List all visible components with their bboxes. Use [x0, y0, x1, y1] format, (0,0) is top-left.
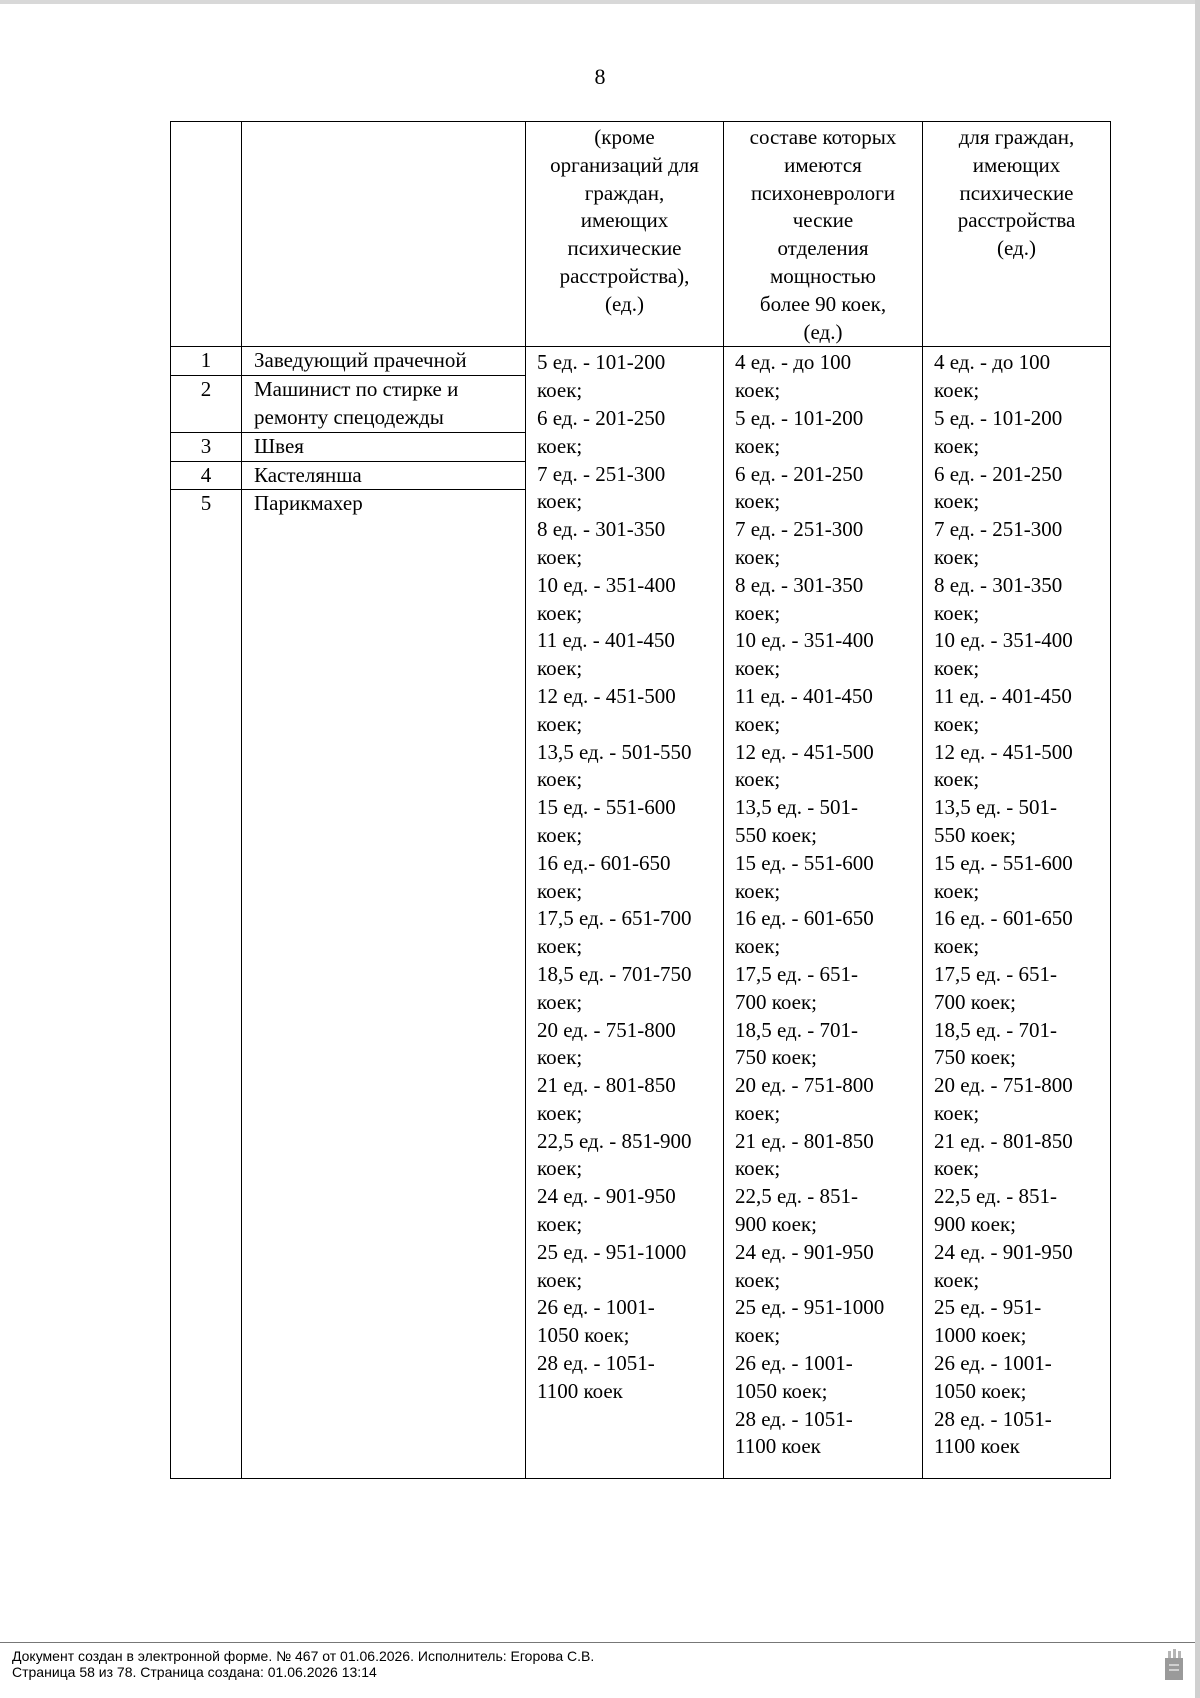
quota-line: коек;: [735, 1267, 781, 1292]
quota-line: коек;: [735, 378, 781, 403]
quota-line: 6 ед. - 201-250: [735, 461, 864, 486]
quota-line: 700 коек;: [735, 989, 818, 1014]
quota-line: коек;: [735, 656, 781, 681]
col5-data-cell: [923, 347, 1111, 1479]
quota-line: 12 ед. - 451-500: [934, 739, 1073, 764]
quota-line: 11 ед. - 401-450: [934, 683, 1072, 708]
quota-line: 750 коек;: [735, 1045, 818, 1070]
page-number: 8: [594, 64, 606, 89]
quota-line: 4 ед. - до 100: [934, 350, 1051, 375]
quota-line: коек;: [735, 878, 781, 903]
quota-line: 750 коек;: [934, 1045, 1017, 1070]
empty-number-cell: [171, 518, 242, 1479]
footer-document-info: Документ создан в электронной форме. № 467 от 01.06.2026. Исполнитель: Егорова С.В.: [12, 1648, 595, 1664]
quota-line: коек;: [537, 1212, 583, 1237]
quota-line: коек;: [934, 1267, 980, 1292]
quota-line: коек;: [735, 489, 781, 514]
quota-line: 16 ед. - 601-650: [934, 906, 1073, 931]
quota-line: коек;: [735, 934, 781, 959]
quota-line: 28 ед. - 1051-: [934, 1406, 1052, 1431]
quota-line: коек;: [537, 544, 583, 569]
footer-divider: [0, 1642, 1195, 1643]
row-number: 2: [171, 376, 242, 433]
page-right-edge: [1195, 0, 1200, 1698]
quota-line: коек;: [537, 1267, 583, 1292]
quota-line: коек;: [735, 767, 781, 792]
col3-data-cell: [526, 347, 724, 1479]
quota-line: 21 ед. - 801-850: [934, 1128, 1073, 1153]
quota-line: 20 ед. - 751-800: [537, 1017, 676, 1042]
quota-line: коек;: [735, 711, 781, 736]
quota-line: 22,5 ед. - 851-: [735, 1184, 858, 1209]
quota-line: коек;: [735, 544, 781, 569]
quota-line: 18,5 ед. - 701-: [735, 1017, 858, 1042]
header-cell-col3: [526, 122, 724, 347]
quota-line: 1050 коек;: [537, 1323, 630, 1348]
quota-line: 7 ед. - 251-300: [537, 461, 666, 486]
quota-line: 8 ед. - 301-350: [537, 517, 666, 542]
quota-line: 13,5 ед. - 501-: [735, 795, 858, 820]
quota-line: 26 ед. - 1001-: [735, 1351, 853, 1376]
quota-line: 700 коек;: [934, 989, 1017, 1014]
quota-line: 20 ед. - 751-800: [934, 1073, 1073, 1098]
quota-line: 10 ед. - 351-400: [537, 572, 676, 597]
quota-line: коек;: [537, 934, 583, 959]
quota-line: 20 ед. - 751-800: [735, 1073, 874, 1098]
quota-line: 1050 коек;: [934, 1378, 1027, 1403]
quota-line: коек;: [934, 711, 980, 736]
table-row: [171, 347, 1111, 376]
row-position-name: Кастелянша: [242, 461, 526, 490]
quota-line: 16 ед.- 601-650: [537, 850, 671, 875]
quota-line: 1000 коек;: [934, 1323, 1027, 1348]
header-col3-text: (кроме организаций для граждан, имеющих психические расстройства), (ед.): [550, 125, 699, 316]
quota-line: 18,5 ед. - 701-: [934, 1017, 1057, 1042]
quota-line: 550 коек;: [735, 822, 818, 847]
quota-line: 15 ед. - 551-600: [934, 850, 1073, 875]
header-cell-name: [242, 122, 526, 347]
document-emblem-icon: [1162, 1648, 1186, 1682]
footer-page-info: Страница 58 из 78. Страница создана: 01.06.2026 13:14: [12, 1664, 377, 1680]
quota-line: 17,5 ед. - 651-: [934, 961, 1057, 986]
quota-line: коек;: [934, 544, 980, 569]
quota-line: коек;: [735, 1323, 781, 1348]
quota-line: 10 ед. - 351-400: [934, 628, 1073, 653]
quota-line: коек;: [934, 656, 980, 681]
staffing-table: [170, 121, 1111, 1479]
quota-line: 7 ед. - 251-300: [735, 517, 864, 542]
quota-line: 22,5 ед. - 851-900: [537, 1128, 692, 1153]
quota-line: коек;: [934, 378, 980, 403]
quota-line: коек;: [934, 1156, 980, 1181]
quota-line: 17,5 ед. - 651-: [735, 961, 858, 986]
row-position-name: Парикмахер: [242, 490, 526, 518]
quota-line: 550 коек;: [934, 822, 1017, 847]
quota-line: 11 ед. - 401-450: [735, 683, 873, 708]
quota-line: коек;: [934, 767, 980, 792]
quota-line: 1100 коек: [934, 1434, 1020, 1459]
quota-line: 11 ед. - 401-450: [537, 628, 675, 653]
quota-line: 1100 коек: [735, 1434, 821, 1459]
header-cell-col4: [724, 122, 923, 347]
header-cell-col5: [923, 122, 1111, 347]
quota-line: 6 ед. - 201-250: [537, 405, 666, 430]
quota-line: 6 ед. - 201-250: [934, 461, 1063, 486]
col5-lines: [934, 349, 1100, 1461]
quota-line: коек;: [735, 1100, 781, 1125]
quota-line: 22,5 ед. - 851-: [934, 1184, 1057, 1209]
quota-line: коек;: [735, 600, 781, 625]
quota-line: 15 ед. - 551-600: [537, 795, 676, 820]
quota-line: 10 ед. - 351-400: [735, 628, 874, 653]
col4-data-cell: [724, 347, 923, 1479]
quota-line: 26 ед. - 1001-: [537, 1295, 655, 1320]
quota-line: 5 ед. - 101-200: [537, 350, 666, 375]
quota-line: коек;: [537, 489, 583, 514]
quota-line: коек;: [735, 1156, 781, 1181]
row-number: 3: [171, 432, 242, 461]
quota-line: 24 ед. - 901-950: [934, 1239, 1073, 1264]
empty-name-cell: [242, 518, 526, 1479]
quota-line: 1100 коек: [537, 1378, 623, 1403]
quota-line: 15 ед. - 551-600: [735, 850, 874, 875]
page-top-edge: [0, 0, 1200, 4]
row-position-name: Швея: [242, 432, 526, 461]
quota-line: коек;: [537, 1045, 583, 1070]
header-col4-text: составе которых имеются психоневрологи ческие отделения мощностью более 90 коек, (ед.): [749, 125, 897, 344]
header-col5-text: для граждан, имеющих психические расстройства (ед.): [957, 125, 1076, 261]
quota-line: коек;: [537, 433, 583, 458]
quota-line: 24 ед. - 901-950: [735, 1239, 874, 1264]
quota-line: коек;: [537, 822, 583, 847]
quota-line: коек;: [537, 989, 583, 1014]
quota-line: 7 ед. - 251-300: [934, 517, 1063, 542]
quota-line: 8 ед. - 301-350: [934, 572, 1063, 597]
quota-line: 13,5 ед. - 501-: [934, 795, 1057, 820]
quota-line: коек;: [934, 433, 980, 458]
quota-line: коек;: [537, 600, 583, 625]
quota-line: коек;: [537, 378, 583, 403]
col4-lines: [735, 349, 912, 1461]
quota-line: 16 ед. - 601-650: [735, 906, 874, 931]
quota-line: 13,5 ед. - 501-550: [537, 739, 692, 764]
quota-line: 1050 коек;: [735, 1378, 828, 1403]
quota-line: коек;: [537, 878, 583, 903]
row-position-name: Машинист по стирке и ремонту спецодежды: [242, 376, 526, 433]
quota-line: 8 ед. - 301-350: [735, 572, 864, 597]
footer: [12, 1648, 594, 1680]
quota-line: коек;: [934, 878, 980, 903]
col3-lines: [537, 349, 713, 1405]
quota-line: 12 ед. - 451-500: [537, 683, 676, 708]
quota-line: коек;: [537, 1100, 583, 1125]
quota-line: 26 ед. - 1001-: [934, 1351, 1052, 1376]
quota-line: 12 ед. - 451-500: [735, 739, 874, 764]
row-number: 1: [171, 347, 242, 376]
row-number: 5: [171, 490, 242, 518]
row-position-name: Заведующий прачечной: [242, 347, 526, 376]
row-number: 4: [171, 461, 242, 490]
quota-line: коек;: [934, 600, 980, 625]
quota-line: коек;: [537, 1156, 583, 1181]
header-cell-number: [171, 122, 242, 347]
quota-line: 900 коек;: [735, 1212, 818, 1237]
quota-line: коек;: [537, 711, 583, 736]
quota-line: 5 ед. - 101-200: [735, 405, 864, 430]
quota-line: коек;: [934, 489, 980, 514]
quota-line: 28 ед. - 1051-: [735, 1406, 853, 1431]
quota-line: 28 ед. - 1051-: [537, 1351, 655, 1376]
quota-line: коек;: [537, 656, 583, 681]
quota-line: 21 ед. - 801-850: [537, 1073, 676, 1098]
quota-line: 17,5 ед. - 651-700: [537, 906, 692, 931]
quota-line: 25 ед. - 951-: [934, 1295, 1042, 1320]
quota-line: 900 коек;: [934, 1212, 1017, 1237]
quota-line: коек;: [735, 433, 781, 458]
quota-line: 21 ед. - 801-850: [735, 1128, 874, 1153]
quota-line: 4 ед. - до 100: [735, 350, 852, 375]
table-header-row: [171, 122, 1111, 347]
quota-line: 25 ед. - 951-1000: [735, 1295, 885, 1320]
quota-line: 25 ед. - 951-1000: [537, 1239, 687, 1264]
quota-line: 24 ед. - 901-950: [537, 1184, 676, 1209]
quota-line: коек;: [934, 934, 980, 959]
quota-line: 18,5 ед. - 701-750: [537, 961, 692, 986]
quota-line: 5 ед. - 101-200: [934, 405, 1063, 430]
quota-line: коек;: [934, 1100, 980, 1125]
quota-line: коек;: [537, 767, 583, 792]
